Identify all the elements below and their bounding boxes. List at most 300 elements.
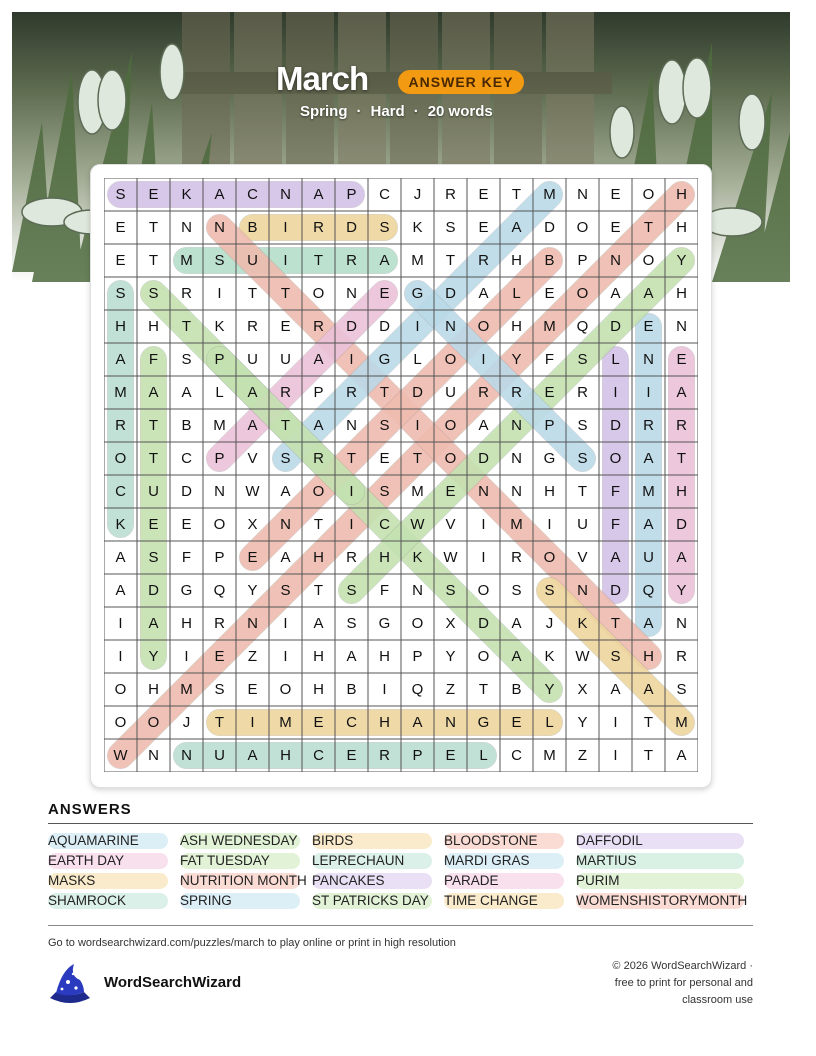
grid-cell: E [478,219,489,236]
grid-cell: G [543,450,556,467]
answer-label: MASKS [48,873,96,888]
grid-cell: N [610,252,621,269]
grid-cell: F [610,483,621,500]
grid-cell: U [247,351,258,368]
answer-word [312,892,429,909]
answer-word [48,852,124,869]
difficulty-label: Hard [370,103,405,120]
grid-cell: Q [642,582,655,599]
grid-cell: I [613,714,618,731]
grid-cell: E [181,516,192,533]
grid-cell: I [184,648,189,665]
grid-cell: S [511,582,522,599]
grid-cell: E [610,186,621,203]
grid-cell: T [181,318,192,335]
grid-cell: L [215,384,224,401]
grid-cell: T [643,714,654,731]
grid-cell: B [346,681,357,698]
grid-cell: E [445,747,456,764]
grid-cell: K [181,186,192,203]
grid-cell: P [346,186,357,203]
footer-divider [48,925,753,926]
grid-cell: S [148,549,159,566]
grid-cell: A [346,648,357,665]
grid-cell: S [379,219,390,236]
answer-label: BLOODSTONE [444,833,538,848]
grid-cell: O [411,615,424,632]
grid-cell: R [313,219,324,236]
grid-cell: O [312,285,325,302]
footer-link-text[interactable]: Go to wordsearchwizard.com/puzzles/march to play online or print in high resolution [48,937,456,949]
grid-cell: R [280,384,291,401]
answer-word [576,852,637,869]
grid-cell: E [115,219,126,236]
grid-cell: T [478,681,489,698]
grid-cell: L [413,351,422,368]
grid-cell: R [313,318,324,335]
grid-cell: I [547,516,552,533]
grid-cell: E [544,285,555,302]
grid-cell: P [313,384,324,401]
grid-cell: I [283,219,288,236]
grid-cell: A [148,615,159,632]
answer-word [312,832,353,849]
grid-cell: A [511,615,522,632]
grid-cell: L [545,714,554,731]
grid-cell: S [544,582,555,599]
grid-cell: P [412,747,423,764]
grid-cell: F [610,516,621,533]
grid-cell: O [279,681,292,698]
answers-divider [48,823,753,824]
grid-cell: X [445,615,456,632]
grid-cell: H [313,549,324,566]
grid-cell: X [247,516,258,533]
grid-cell: C [313,747,324,764]
grid-cell: Y [445,648,456,665]
copyright-line: classroom use [682,994,753,1006]
grid-cell: U [643,549,654,566]
grid-cell: S [280,582,291,599]
grid-cell: R [115,417,126,434]
grid-cell: S [115,285,126,302]
grid-cell: G [378,351,391,368]
answer-label: SPRING [180,893,232,908]
grid-cell: V [445,516,456,533]
grid-cell: S [346,582,357,599]
grid-cell: W [443,549,458,566]
grid-cell: K [412,549,423,566]
grid-cell: D [676,516,687,533]
grid-cell: R [511,384,522,401]
grid-cell: M [510,516,523,533]
grid-cell: I [250,714,255,731]
answer-label: ASH WEDNESDAY [180,833,298,848]
grid-cell: N [280,516,291,533]
grid-cell: C [379,186,390,203]
grid-cell: I [646,384,651,401]
grid-cell: A [643,285,654,302]
grid-cell: A [478,285,489,302]
answer-label: PANCAKES [312,873,385,888]
grid-cell: K [577,615,588,632]
grid-cell: H [148,681,159,698]
grid-cell: A [214,186,225,203]
grid-cell: A [511,219,522,236]
grid-cell: D [445,285,456,302]
wizard-hat-icon [46,962,94,1006]
grid-cell: N [214,483,225,500]
grid-cell: F [148,351,159,368]
grid-cell: R [346,252,357,269]
grid-cell: E [247,549,258,566]
grid-cell: Q [213,582,226,599]
grid-cell: R [313,450,324,467]
grid-cell: R [445,186,456,203]
grid-cell: R [676,648,687,665]
answer-word [180,872,307,889]
grid-cell: T [577,483,588,500]
grid-cell: M [114,384,127,401]
grid-cell: R [181,285,192,302]
grid-cell: P [214,549,225,566]
grid-cell: L [512,285,521,302]
answer-label: NUTRITION MONTH [180,873,307,888]
grid-cell: H [181,615,192,632]
grid-cell: O [147,714,160,731]
grid-cell: B [181,417,192,434]
grid-cell: S [577,417,588,434]
grid-cell: E [247,681,258,698]
grid-cell: R [478,252,489,269]
grid-cell: E [610,219,621,236]
answer-word [48,892,126,909]
grid-cell: X [577,681,588,698]
grid-cell: A [676,747,687,764]
grid-cell: A [115,549,126,566]
grid-cell: H [676,186,687,203]
grid-cell: T [148,252,159,269]
grid-cell: S [115,186,126,203]
grid-cell: I [349,483,354,500]
grid-cell: S [181,351,192,368]
grid-cell: C [247,186,258,203]
grid-cell: A [280,549,291,566]
grid-cell: N [511,483,522,500]
grid-cell: N [280,186,291,203]
grid-cell: A [313,351,324,368]
grid-cell: M [180,681,193,698]
grid-cell: S [379,417,390,434]
grid-cell: E [148,186,159,203]
grid-cell: R [346,549,357,566]
grid-cell: N [676,318,687,335]
grid-cell: H [676,219,687,236]
grid-cell: C [181,450,192,467]
grid-cell: N [181,219,192,236]
grid-cell: A [511,648,522,665]
grid-cell: N [577,186,588,203]
grid-cell: D [346,219,357,236]
grid-cell: A [115,351,126,368]
puzzle-title: March [276,60,369,97]
grid-cell: T [247,285,258,302]
grid-cell: O [444,417,457,434]
grid-cell: H [676,483,687,500]
grid-cell: R [676,417,687,434]
grid-cell: R [643,417,654,434]
grid-cell: F [379,582,390,599]
grid-cell: M [180,252,193,269]
grid-cell: I [283,615,288,632]
grid-cell: D [148,582,159,599]
grid-cell: T [511,186,522,203]
grid-cell: T [379,384,390,401]
answer-label: AQUAMARINE [48,833,139,848]
grid-cell: E [280,318,291,335]
grid-cell: O [312,483,325,500]
grid-cell: W [113,747,128,764]
grid-cell: G [378,615,391,632]
grid-cell: R [478,384,489,401]
separator-dot: · [413,103,419,120]
grid-cell: E [379,450,390,467]
grid-cell: O [444,450,457,467]
grid-cell: B [511,681,522,698]
grid-cell: F [544,351,555,368]
grid-cell: D [346,318,357,335]
grid-cell: O [609,450,622,467]
grid-cell: Y [577,714,588,731]
grid-cell: A [610,681,621,698]
grid-cell: U [577,516,588,533]
answer-label: FAT TUESDAY [180,853,270,868]
grid-cell: A [313,615,324,632]
grid-cell: A [313,186,324,203]
grid-cell: R [247,318,258,335]
copyright-line: © 2026 WordSearchWizard · [612,960,753,972]
answer-label: BIRDS [312,833,354,848]
grid-cell: N [412,582,423,599]
grid-cell: R [214,615,225,632]
grid-cell: N [148,747,159,764]
grid-cell: T [313,516,324,533]
grid-cell: I [481,516,486,533]
grid-cell: O [114,681,127,698]
grid-cell: T [313,252,324,269]
grid-cell: T [280,417,291,434]
grid-cell: C [346,714,357,731]
grid-cell: I [283,252,288,269]
grid-cell: I [481,549,486,566]
grid-cell: B [247,219,258,236]
grid-cell: O [543,549,556,566]
grid-cell: G [477,714,490,731]
grid-cell: T [643,219,654,236]
grid-cell: H [379,648,390,665]
grid-cell: O [576,219,589,236]
grid-cell: N [511,417,522,434]
grid-cell: Y [247,582,258,599]
grid-cell: N [577,582,588,599]
grid-cell: Y [511,351,522,368]
grid-cell: H [115,318,126,335]
grid-cell: S [214,681,225,698]
grid-cell: H [148,318,159,335]
grid-cell: Y [676,582,687,599]
brand-name: WordSearchWizard [104,974,242,991]
grid-cell: R [577,384,588,401]
grid-cell: S [214,252,225,269]
grid-cell: B [544,252,555,269]
grid-cell: M [279,714,292,731]
grid-cell: M [411,252,424,269]
grid-cell: I [349,516,354,533]
grid-cell: D [478,615,489,632]
grid-cell: D [478,450,489,467]
answer-label: ST PATRICKS DAY [312,893,429,908]
grid-cell: I [349,351,354,368]
grid-cell: Y [676,252,687,269]
answer-word [444,892,538,909]
grid-cell: Y [544,681,555,698]
answer-word [312,872,385,889]
grid-cell: S [577,351,588,368]
grid-cell: A [643,516,654,533]
answer-word [576,892,747,909]
grid-cell: G [180,582,193,599]
grid-cell: S [346,615,357,632]
grid-cell: T [643,747,654,764]
grid-cell: H [511,252,522,269]
grid-cell: T [148,450,159,467]
grid-cell: N [511,450,522,467]
grid-cell: T [412,450,423,467]
grid-cell: N [478,483,489,500]
grid-cell: R [379,747,390,764]
grid-cell: T [148,417,159,434]
answer-key-badge: ANSWER KEY [398,70,524,94]
grid-cell: E [379,285,390,302]
answer-word [48,872,95,889]
grid-cell: A [643,450,654,467]
grid-cell: R [346,384,357,401]
grid-cell: D [379,318,390,335]
answer-label: TIME CHANGE [444,893,538,908]
answer-word [444,832,538,849]
grid-cell: H [379,714,390,731]
grid-cell: M [411,483,424,500]
grid-cell: M [543,186,556,203]
grid-cell: W [410,516,425,533]
grid-cell: E [214,648,225,665]
word-count-label: 20 words [427,103,493,120]
grid-cell: Z [577,747,588,764]
grid-cell: L [479,747,488,764]
letter-grid [104,178,698,772]
answer-word [180,832,298,849]
answer-label: WOMENSHISTORYMONTH [576,893,748,908]
grid-cell: N [214,219,225,236]
grid-cell: M [642,483,655,500]
grid-cell: V [247,450,258,467]
answer-label: PURIM [576,873,620,888]
grid-cell: A [412,714,423,731]
grid-cell: E [511,714,522,731]
grid-cell: A [643,615,654,632]
answer-word [48,832,139,849]
grid-cell: A [478,417,489,434]
grid-cell: E [148,516,159,533]
grid-cell: P [544,417,555,434]
grid-cell: A [280,483,291,500]
grid-cell: O [477,582,490,599]
grid-cell: A [643,681,654,698]
answers-heading: ANSWERS [48,801,132,818]
answer-word [576,872,620,889]
grid-cell: D [610,318,621,335]
grid-cell: E [676,351,687,368]
grid-cell: O [576,285,589,302]
answer-label: EARTH DAY [48,853,125,868]
grid-cell: D [544,219,555,236]
grid-cell: S [676,681,687,698]
grid-cell: A [247,747,258,764]
grid-cell: N [181,747,192,764]
grid-cell: S [445,219,456,236]
grid-cell: A [676,549,687,566]
grid-cell: H [313,681,324,698]
copyright-notice [583,958,753,1009]
grid-cell: K [115,516,126,533]
grid-cell: A [676,384,687,401]
grid-cell: I [382,681,387,698]
grid-cell: N [346,417,357,434]
grid-cell: C [379,516,390,533]
grid-cell: P [214,450,225,467]
grid-cell: M [213,417,226,434]
grid-cell: S [148,285,159,302]
answer-label: SHAMROCK [48,893,127,908]
grid-cell: A [148,384,159,401]
answer-label: LEPRECHAUN [312,853,405,868]
answer-label: MARTIUS [576,853,637,868]
grid-cell: D [610,417,621,434]
grid-cell: N [445,714,456,731]
grid-cell: U [445,384,456,401]
grid-cell: K [214,318,225,335]
grid-cell: T [148,219,159,236]
grid-cell: O [114,714,127,731]
grid-cell: U [214,747,225,764]
grid-cell: O [477,318,490,335]
grid-cell: I [283,648,288,665]
grid-cell: M [543,318,556,335]
grid-cell: E [313,714,324,731]
grid-cell: K [544,648,555,665]
grid-cell: H [280,747,291,764]
grid-cell: Q [411,681,424,698]
grid-cell: G [411,285,424,302]
grid-cell: T [280,285,291,302]
grid-cell: H [676,285,687,302]
grid-cell: E [445,483,456,500]
grid-cell: H [511,318,522,335]
grid-cell: I [415,417,420,434]
grid-cell: D [610,582,621,599]
grid-cell: P [214,351,225,368]
answer-word [444,852,530,869]
